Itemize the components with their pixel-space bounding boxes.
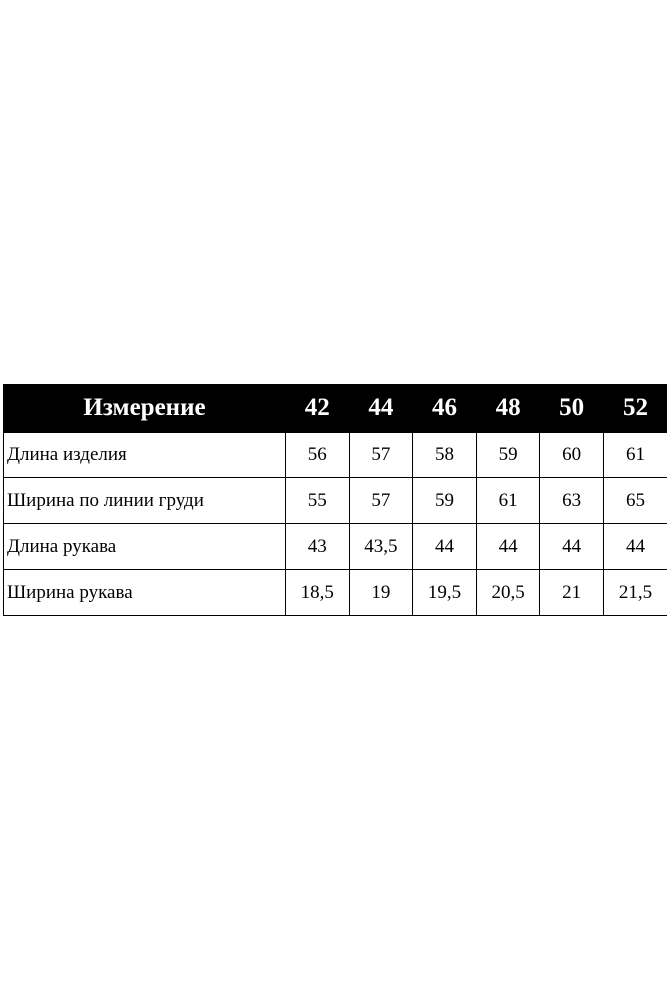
row-label: Ширина рукава — [4, 570, 286, 616]
size-chart-table — [3, 384, 667, 616]
table-cell: 19,5 — [413, 570, 477, 616]
table-cell: 58 — [413, 432, 477, 478]
table-cell: 56 — [286, 432, 350, 478]
table-header-row — [4, 385, 667, 432]
table-cell: 21 — [540, 570, 604, 616]
table-cell: 43 — [286, 524, 350, 570]
table-cell: 65 — [603, 478, 667, 524]
table-cell: 19 — [349, 570, 413, 616]
table-cell: 60 — [540, 432, 604, 478]
table-cell: 44 — [540, 524, 604, 570]
table-cell: 61 — [476, 478, 540, 524]
table-cell: 57 — [349, 478, 413, 524]
table-row — [4, 432, 667, 478]
header-size: 52 — [603, 385, 667, 432]
header-size: 50 — [540, 385, 604, 432]
header-size: 42 — [286, 385, 350, 432]
row-label: Ширина по линии груди — [4, 478, 286, 524]
table-cell: 61 — [603, 432, 667, 478]
table-row — [4, 478, 667, 524]
row-label: Длина рукава — [4, 524, 286, 570]
table-cell: 18,5 — [286, 570, 350, 616]
table-cell: 20,5 — [476, 570, 540, 616]
table-cell: 57 — [349, 432, 413, 478]
table-cell: 55 — [286, 478, 350, 524]
header-measurement: Измерение — [4, 385, 286, 432]
table-row — [4, 570, 667, 616]
table-cell: 44 — [413, 524, 477, 570]
table-cell: 44 — [476, 524, 540, 570]
table-cell: 59 — [413, 478, 477, 524]
table-cell: 59 — [476, 432, 540, 478]
table-cell: 44 — [603, 524, 667, 570]
table-cell: 63 — [540, 478, 604, 524]
table-cell: 21,5 — [603, 570, 667, 616]
table-cell: 43,5 — [349, 524, 413, 570]
table-row — [4, 524, 667, 570]
header-size: 48 — [476, 385, 540, 432]
header-size: 46 — [413, 385, 477, 432]
row-label: Длина изделия — [4, 432, 286, 478]
header-size: 44 — [349, 385, 413, 432]
